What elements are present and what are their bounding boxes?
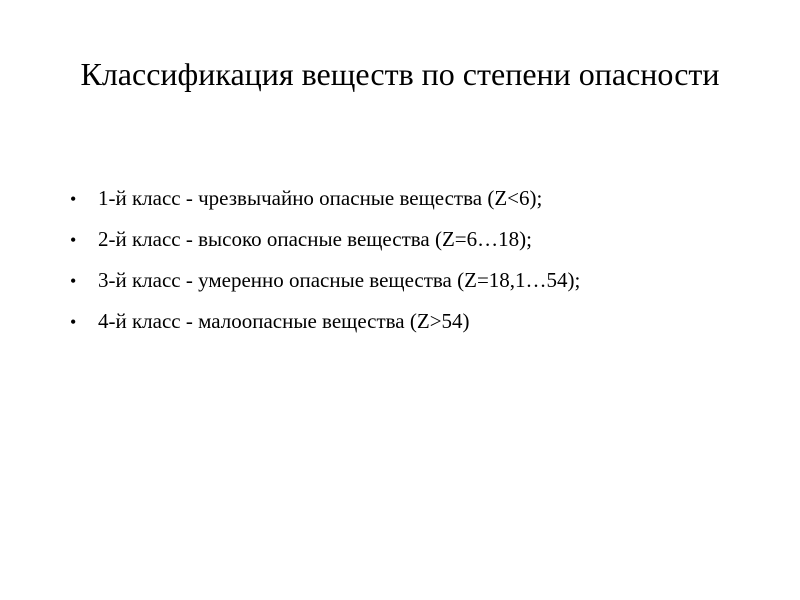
list-item-text: 1-й класс - чрезвычайно опасные вещества (Z<6); [98,186,543,210]
bullet-icon: • [70,189,77,209]
list-item [70,178,770,219]
bullet-icon: • [70,271,77,291]
list-item [70,219,770,260]
list-item-text: 3-й класс - умеренно опасные вещества (Z=18,1…54); [98,268,581,292]
slide-title: Классификация веществ по степени опасности [80,56,720,92]
bullet-icon: • [70,312,77,332]
list-item [70,260,770,301]
list-item [70,301,770,342]
list-item-text: 4-й класс - малоопасные вещества (Z>54) [98,309,470,333]
list-item-text: 2-й класс - высоко опасные вещества (Z=6…18); [98,227,532,251]
bullet-icon: • [70,230,77,250]
bullet-list [70,178,770,342]
